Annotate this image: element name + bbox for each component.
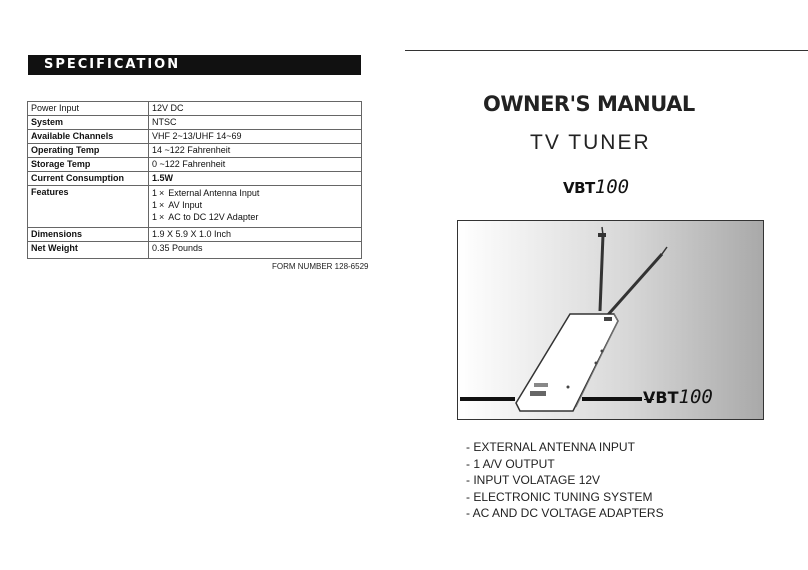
product-brand-logo bbox=[643, 386, 713, 408]
form-number: FORM NUMBER 128-6529 bbox=[272, 262, 369, 271]
port-dot bbox=[595, 362, 598, 365]
page-subtitle: TV TUNER bbox=[530, 131, 651, 154]
feature-text: AV Input bbox=[168, 200, 203, 210]
feature-qty: 1 bbox=[152, 188, 158, 198]
spec-label: Storage Temp bbox=[28, 158, 149, 172]
table-row bbox=[28, 172, 362, 186]
indicator bbox=[534, 383, 548, 387]
brand-model: 100 bbox=[678, 386, 713, 408]
feature-qty: 1 bbox=[152, 212, 158, 222]
spec-label: System bbox=[28, 116, 149, 130]
spec-label: Operating Temp bbox=[28, 144, 149, 158]
feature-text: AC to DC 12V Adapter bbox=[168, 212, 259, 222]
spec-label: Dimensions bbox=[28, 228, 149, 242]
feature-text: External Antenna Input bbox=[168, 188, 260, 198]
table-row bbox=[28, 158, 362, 172]
table-row bbox=[28, 116, 362, 130]
antenna-left-cap bbox=[598, 233, 606, 237]
spec-label: Power Input bbox=[28, 102, 149, 116]
spec-value: NTSC bbox=[149, 116, 362, 130]
indicator bbox=[530, 391, 546, 396]
spec-table bbox=[27, 101, 362, 259]
feature-list bbox=[466, 439, 664, 522]
table-row bbox=[28, 102, 362, 116]
spec-label: Features bbox=[28, 186, 149, 228]
divider bbox=[405, 50, 808, 51]
table-row bbox=[28, 130, 362, 144]
list-item: - ELECTRONIC TUNING SYSTEM bbox=[466, 489, 653, 504]
times-icon: × bbox=[159, 188, 165, 198]
brand-prefix: VBT bbox=[643, 388, 679, 407]
product-image bbox=[457, 220, 764, 420]
tuner-body bbox=[516, 314, 618, 411]
list-item: - AC AND DC VOLTAGE ADAPTERS bbox=[466, 506, 664, 520]
table-row bbox=[28, 186, 362, 228]
page-title: OWNER'S MANUAL bbox=[483, 92, 695, 116]
feature-line bbox=[152, 211, 358, 223]
brand-prefix: VBT bbox=[563, 179, 595, 197]
list-item: - 1 A/V OUTPUT bbox=[466, 456, 555, 471]
streak bbox=[582, 397, 642, 401]
spec-value: 1.9 X 5.9 X 1.0 Inch bbox=[149, 228, 362, 242]
feature-line bbox=[152, 187, 358, 199]
brand-logo bbox=[563, 176, 629, 198]
spec-label: Net Weight bbox=[28, 242, 149, 259]
spec-label: Current Consumption bbox=[28, 172, 149, 186]
spec-heading: SPECIFICATION bbox=[44, 57, 181, 72]
streak bbox=[460, 397, 515, 401]
spec-label: Available Channels bbox=[28, 130, 149, 144]
antenna-right-tip bbox=[662, 247, 667, 254]
port-dot bbox=[601, 350, 604, 353]
spec-value: 0.35 Pounds bbox=[149, 242, 362, 259]
times-icon: × bbox=[159, 200, 165, 210]
spec-heading-bar bbox=[28, 55, 361, 75]
antenna-left bbox=[600, 235, 603, 311]
tv-tuner-illustration bbox=[458, 221, 763, 419]
port-dot bbox=[567, 386, 570, 389]
table-row bbox=[28, 144, 362, 158]
spec-value: 14 ~122 Fahrenheit bbox=[149, 144, 362, 158]
antenna-base bbox=[604, 317, 612, 321]
spec-value: 0 ~122 Fahrenheit bbox=[149, 158, 362, 172]
feature-qty: 1 bbox=[152, 200, 158, 210]
table-row bbox=[28, 242, 362, 259]
spec-value: 12V DC bbox=[149, 102, 362, 116]
list-item: - EXTERNAL ANTENNA INPUT bbox=[466, 440, 635, 454]
antenna-right bbox=[606, 254, 662, 317]
spec-value: 1.5W bbox=[149, 172, 362, 186]
brand-model: 100 bbox=[594, 176, 630, 198]
features-cell bbox=[149, 186, 362, 228]
spec-value: VHF 2~13/UHF 14~69 bbox=[149, 130, 362, 144]
table-row bbox=[28, 228, 362, 242]
times-icon: × bbox=[159, 212, 165, 222]
list-item: - INPUT VOLATAGE 12V bbox=[466, 473, 601, 487]
feature-line bbox=[152, 199, 358, 211]
